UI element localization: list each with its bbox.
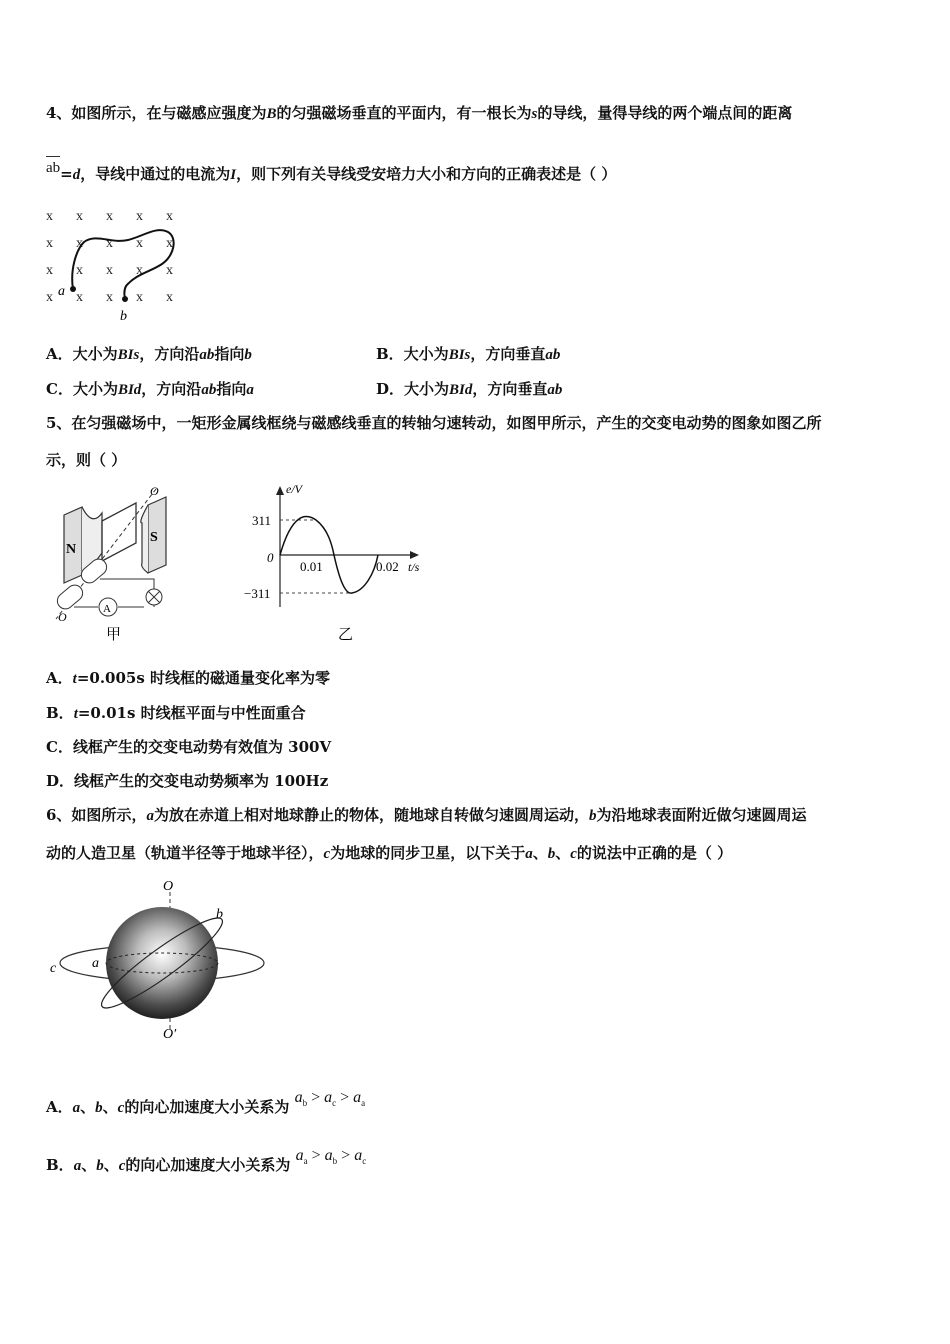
label-b: b xyxy=(120,309,127,324)
field-cross: x xyxy=(136,236,143,251)
q5-emf-graph xyxy=(236,483,436,645)
q5-option-d[interactable]: D．线框产生的交变电动势频率为 100Hz xyxy=(46,772,329,790)
magnet-n-label: N xyxy=(66,542,77,557)
q4-option-d[interactable]: D．大小为BId，方向垂直ab xyxy=(376,380,563,398)
magnet-s-label: S xyxy=(150,530,158,545)
q6-earth-figure xyxy=(44,878,274,1044)
fig1-caption: 甲 xyxy=(106,627,122,643)
origin-label: 0 xyxy=(267,550,274,565)
q5-stem-line1: 5、在匀强磁场中，一矩形金属线框绕与磁感线垂直的转轴匀速转动，如图甲所示，产生的交变电动势的图象如图乙所 xyxy=(46,414,822,432)
label-a: a xyxy=(92,956,99,971)
label-c: c xyxy=(50,961,57,976)
pole-o-prime: O′ xyxy=(163,1027,177,1042)
y-min-label: −311 xyxy=(244,586,271,601)
x-axis-label: t/s xyxy=(408,560,420,574)
q4-option-c[interactable]: C．大小为BId，方向沿ab指向a xyxy=(46,380,254,398)
tick-001: 0.01 xyxy=(300,559,323,574)
q5-generator-figure xyxy=(44,483,194,645)
field-cross: x xyxy=(136,263,143,278)
field-cross: x xyxy=(166,263,173,278)
y-axis-arrow xyxy=(276,486,284,495)
field-cross: x xyxy=(46,290,53,305)
field-cross: x xyxy=(136,209,143,224)
q5-option-b[interactable]: B．t=0.01s 时线框平面与中性面重合 xyxy=(46,704,306,722)
q4-option-a[interactable]: A．大小为BIs，方向沿ab指向b xyxy=(46,345,252,363)
axis-o-top: O xyxy=(150,484,159,498)
y-axis-label: e/V xyxy=(286,483,302,496)
field-cross: x xyxy=(106,236,113,251)
q6-stem-line2: 动的人造卫星（轨道半径等于地球半径），c为地球的同步卫星，以下关于a、b、c的说法中正确的是（ ） xyxy=(46,844,733,862)
magnet-s-face xyxy=(141,505,148,573)
q5-option-a[interactable]: A．t=0.005s 时线框的磁通量变化率为零 xyxy=(46,669,331,687)
q4-stem-line1: 4、如图所示，在与磁感应强度为B的匀强磁场垂直的平面内，有一根长为s的导线，量得导线的两个端点间的距离 xyxy=(46,104,793,122)
q4-option-b[interactable]: B．大小为BIs，方向垂直ab xyxy=(376,345,561,363)
field-cross: x xyxy=(166,236,173,251)
q6-stem-line1: 6、如图所示，a为放在赤道上相对地球静止的物体，随地球自转做匀速圆周运动，b为沿地球表面附近做匀速圆周运 xyxy=(46,806,807,824)
field-cross: x xyxy=(166,290,173,305)
formula-b: $a_a > a_b > a_c$ xyxy=(295,1147,367,1167)
q6-option-a[interactable]: A．a、b、c的向心加速度大小关系为 $a_b > a_c > a_a$ xyxy=(46,1089,366,1116)
field-cross: x xyxy=(46,263,53,278)
field-cross: x xyxy=(106,209,113,224)
pole-o: O xyxy=(163,879,174,894)
field-cross: x xyxy=(106,290,113,305)
field-cross: x xyxy=(46,236,53,251)
point-b-dot xyxy=(122,296,128,302)
field-cross: x xyxy=(76,236,83,251)
q6-option-b[interactable]: B．a、b、c的向心加速度大小关系为 $a_a > a_b > a_c$ xyxy=(46,1147,367,1174)
fig2-caption: 乙 xyxy=(338,627,354,643)
ammeter-label: A xyxy=(103,603,111,615)
q4-stem-line2: ab=d，导线中通过的电流为I，则下列有关导线受安培力大小和方向的正确表述是（ ） xyxy=(46,163,616,185)
field-cross: x xyxy=(136,290,143,305)
field-cross: x xyxy=(76,290,83,305)
earth xyxy=(106,907,218,1019)
field-cross: x xyxy=(166,209,173,224)
axis-o-bottom: O xyxy=(58,610,67,624)
field-cross: x xyxy=(76,209,83,224)
y-max-label: 311 xyxy=(252,513,272,528)
x-axis-arrow xyxy=(410,551,419,559)
q4-wire-field-figure xyxy=(40,200,190,328)
point-a-dot xyxy=(70,286,76,292)
field-cross: x xyxy=(106,263,113,278)
wire-curve xyxy=(72,230,173,298)
label-a: a xyxy=(58,284,65,299)
field-cross: x xyxy=(46,209,53,224)
q5-stem-line2: 示，则（ ） xyxy=(46,451,127,469)
field-cross: x xyxy=(76,263,83,278)
field-crosses xyxy=(46,209,173,305)
formula-a: $a_b > a_c > a_a$ xyxy=(294,1089,366,1109)
label-b: b xyxy=(216,907,223,922)
q5-option-c[interactable]: C．线框产生的交变电动势有效值为 300V xyxy=(46,738,332,756)
overline-ab: ab xyxy=(46,156,60,178)
tick-002: 0.02 xyxy=(376,559,399,574)
